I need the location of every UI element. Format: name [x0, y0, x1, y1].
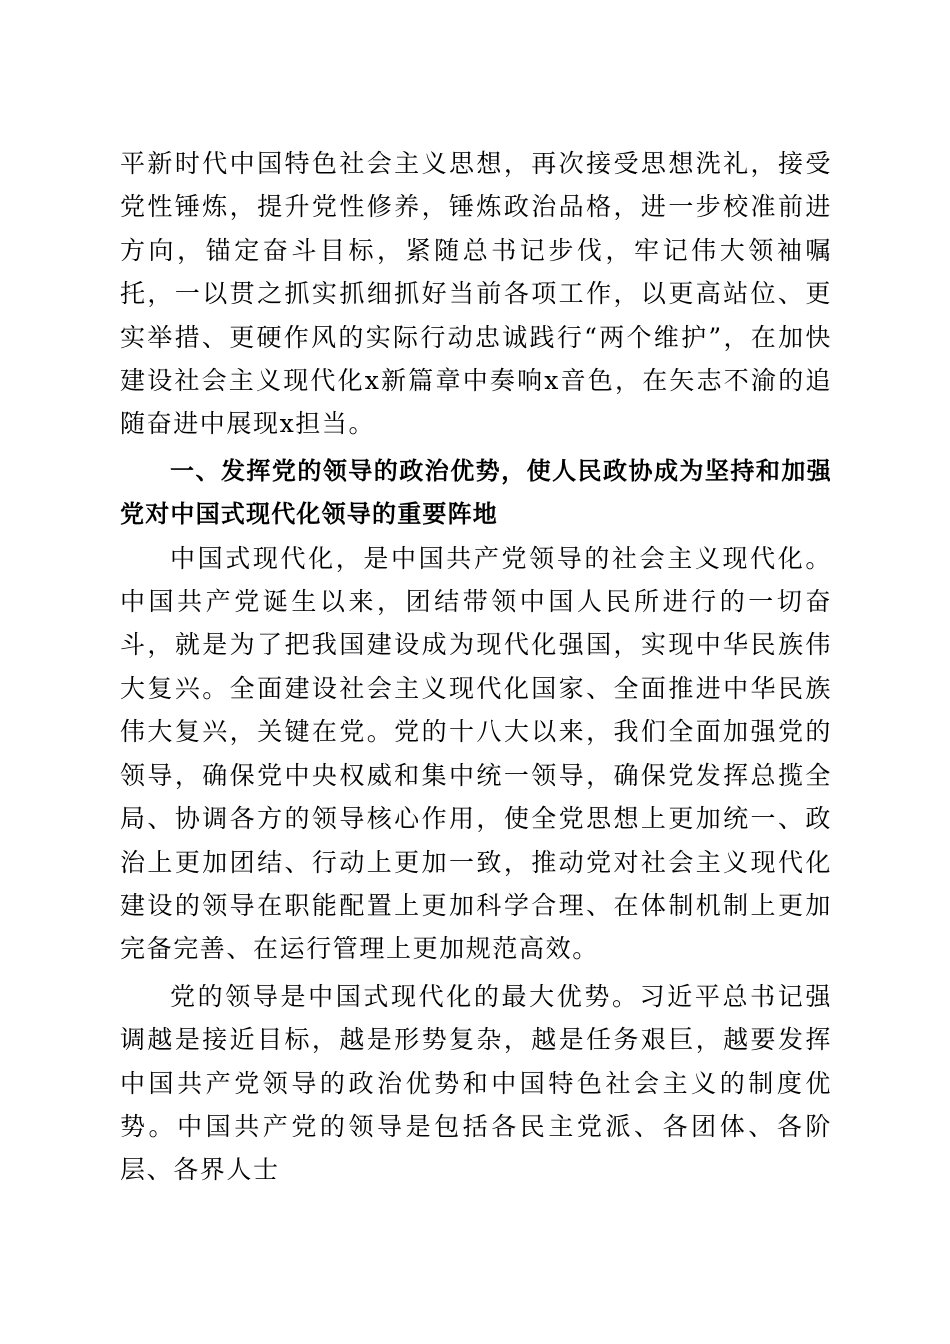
- document-body: [120, 142, 832, 1192]
- intro-continuation-paragraph: 平新时代中国特色社会主义思想，再次接受思想洗礼，接受党性锤炼，提升党性修养，锤炼政治品格，进一步校准前进方向，锚定奋斗目标，紧随总书记步伐，牢记伟大领袖嘱托，一以贯之抓实抓细抓好当前各项工作，以更高站位、更实举措、更硬作风的实际行动忠诚践行“两个维护”，在加快建设社会主义现代化x新篇章中奏响x音色，在矢志不渝的追随奋进中展现x担当。: [120, 149, 832, 439]
- body-paragraph-2: 党的领导是中国式现代化的最大优势。习近平总书记强调越是接近目标，越是形势复杂，越是任务艰巨，越要发挥中国共产党领导的政治优势和中国特色社会主义的制度优势。中国共产党的领导是包括各民主党派、各团体、各阶层、各界人士: [120, 981, 832, 1185]
- section-heading: 一、发挥党的领导的政治优势，使人民政协成为坚持和加强党对中国式现代化领导的重要阵地: [120, 456, 832, 529]
- body-paragraph-1: 中国式现代化，是中国共产党领导的社会主义现代化。中国共产党诞生以来，团结带领中国人民所进行的一切奋斗，就是为了把我国建设成为现代化强国，实现中华民族伟大复兴。全面建设社会主义现代化国家、全面推进中华民族伟大复兴，关键在党。党的十八大以来，我们全面加强党的领导，确保党中央权威和集中统一领导，确保党发挥总揽全局、协调各方的领导核心作用，使全党思想上更加统一、政治上更加团结、行动上更加一致，推动党对社会主义现代化建设的领导在职能配置上更加科学合理、在体制机制上更加完备完善、在运行管理上更加规范高效。: [120, 543, 832, 964]
